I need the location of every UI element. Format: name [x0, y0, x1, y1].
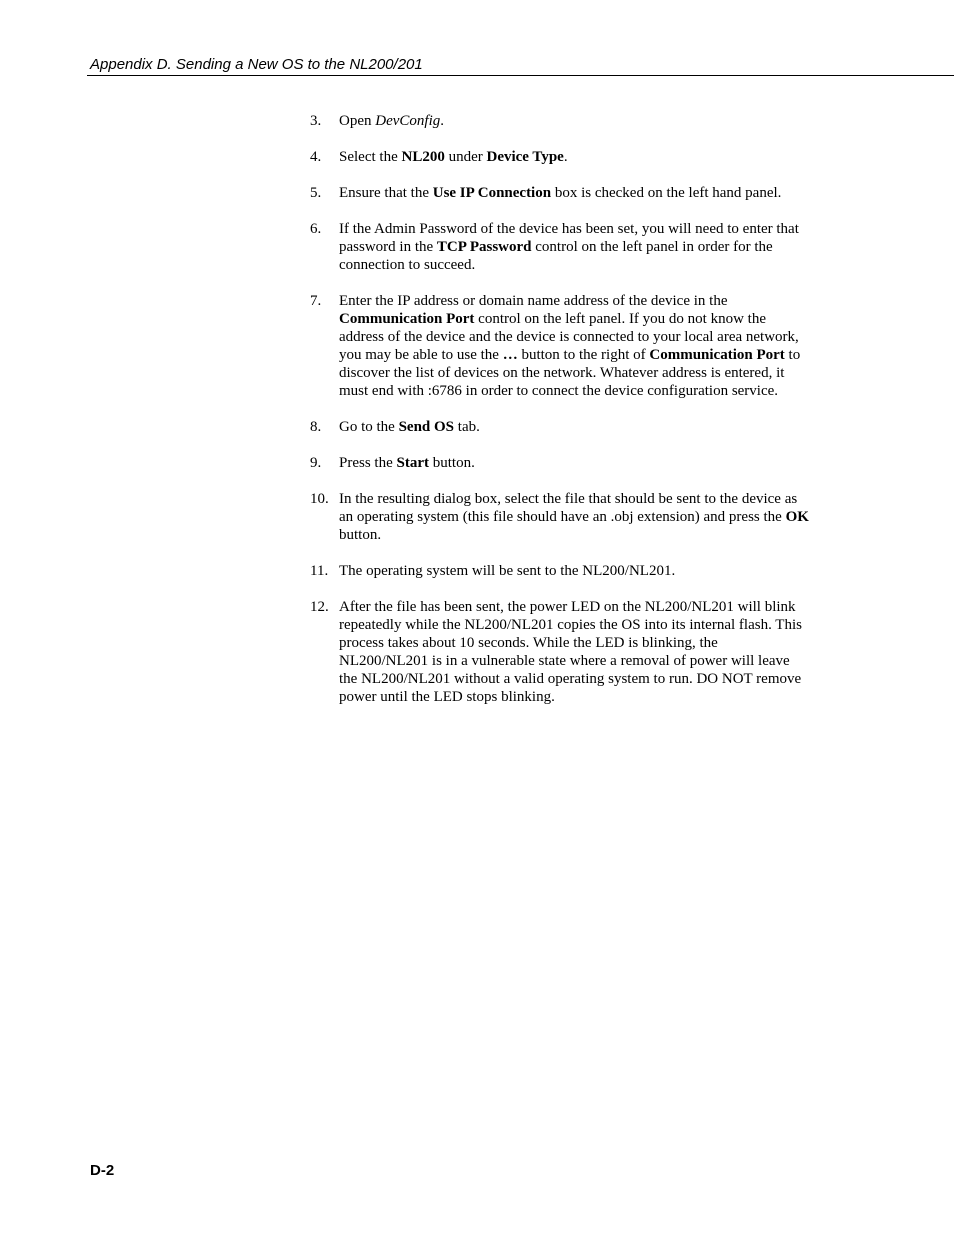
- step-text-bold: Communication Port: [339, 311, 475, 327]
- step-text-run: button to the right of: [517, 347, 650, 363]
- page-number: D-2: [90, 1162, 115, 1179]
- procedure-step: [310, 292, 810, 400]
- step-text-bold: Start: [396, 455, 429, 471]
- step-text: [339, 113, 444, 129]
- step-text-bold: OK: [785, 509, 809, 525]
- step-number: 12.: [310, 599, 329, 615]
- step-text-italic: DevConfig: [375, 113, 441, 129]
- step-text-run: Select the: [339, 149, 402, 165]
- step-text-run: box is checked on the left hand panel.: [551, 185, 782, 201]
- step-number: 10.: [310, 491, 329, 507]
- step-text-bold: …: [502, 347, 518, 363]
- step-number: 5.: [310, 185, 322, 201]
- step-text: [339, 221, 799, 273]
- step-text-run: If the Admin Password of the device has been set, you will need to enter that password in the: [339, 221, 799, 255]
- step-text-bold: Use IP Connection: [432, 185, 552, 201]
- step-text-run: Go to the: [339, 419, 399, 435]
- step-text: [339, 149, 568, 165]
- procedure-step: [310, 454, 810, 472]
- procedure-step: [310, 562, 810, 580]
- step-text-bold: Device Type: [486, 149, 564, 165]
- step-text-run: Ensure that the: [339, 185, 433, 201]
- step-text-run: button.: [339, 527, 382, 543]
- step-text-run: .: [563, 149, 568, 165]
- step-number: 11.: [310, 563, 329, 579]
- step-text: [339, 419, 480, 435]
- step-text: [339, 599, 802, 705]
- step-text-run: The operating system will be sent to the NL200/NL201.: [339, 563, 676, 579]
- procedure-step: [310, 112, 810, 130]
- procedure-step: [310, 418, 810, 436]
- step-number: 6.: [310, 221, 322, 237]
- step-number: 4.: [310, 149, 322, 165]
- step-number: 9.: [310, 455, 322, 471]
- step-text-run: under: [444, 149, 487, 165]
- step-text-bold: TCP Password: [436, 239, 532, 255]
- running-header: Appendix D. Sending a New OS to the NL200/201: [90, 56, 423, 73]
- step-text-run: control on the left panel in order for the connection to succeed.: [339, 239, 773, 273]
- step-text-run: After the file has been sent, the power LED on the NL200/NL201 will blink repeatedly while the NL200/NL201 copies the OS into its internal flash. This process takes about 10 seconds. While the LED is blinking, the NL200/NL201 is in a vulnerable state where a removal of power will leave the NL200/NL201 without a valid operating system to run. DO NOT remove power until the LED stops blinking.: [339, 599, 802, 705]
- step-number: 8.: [310, 419, 322, 435]
- step-text-bold: Communication Port: [649, 347, 785, 363]
- step-text-run: Press the: [339, 455, 397, 471]
- step-text: [339, 293, 800, 399]
- step-text-bold: Send OS: [398, 419, 455, 435]
- header-divider: [87, 75, 954, 76]
- procedure-step: [310, 220, 810, 274]
- step-text-run: to discover the list of devices on the network. Whatever address is entered, it must end with :6786 in order to connect the device configuration service.: [339, 347, 801, 399]
- procedure-step-list: [310, 112, 810, 724]
- step-text-run: Open: [339, 113, 376, 129]
- procedure-step: [310, 598, 810, 706]
- step-text: [339, 491, 809, 543]
- step-text-run: In the resulting dialog box, select the file that should be sent to the device as an operating system (this file should have an .obj extension) and press the: [339, 491, 798, 525]
- procedure-step: [310, 148, 810, 166]
- step-text-run: .: [440, 113, 444, 129]
- step-text: [339, 455, 475, 471]
- step-text: [339, 563, 675, 579]
- step-number: 3.: [310, 113, 322, 129]
- step-text-run: tab.: [454, 419, 480, 435]
- step-text-run: button.: [429, 455, 475, 471]
- step-text-bold: NL200: [401, 149, 445, 165]
- step-text-run: control on the left panel. If you do not know the address of the device and the device is connected to your local area network, you may be able to use the: [339, 311, 799, 363]
- procedure-step: [310, 490, 810, 544]
- procedure-step: [310, 184, 810, 202]
- step-text-run: Enter the IP address or domain name address of the device in the: [339, 293, 728, 309]
- step-text: [339, 185, 781, 201]
- step-number: 7.: [310, 293, 322, 309]
